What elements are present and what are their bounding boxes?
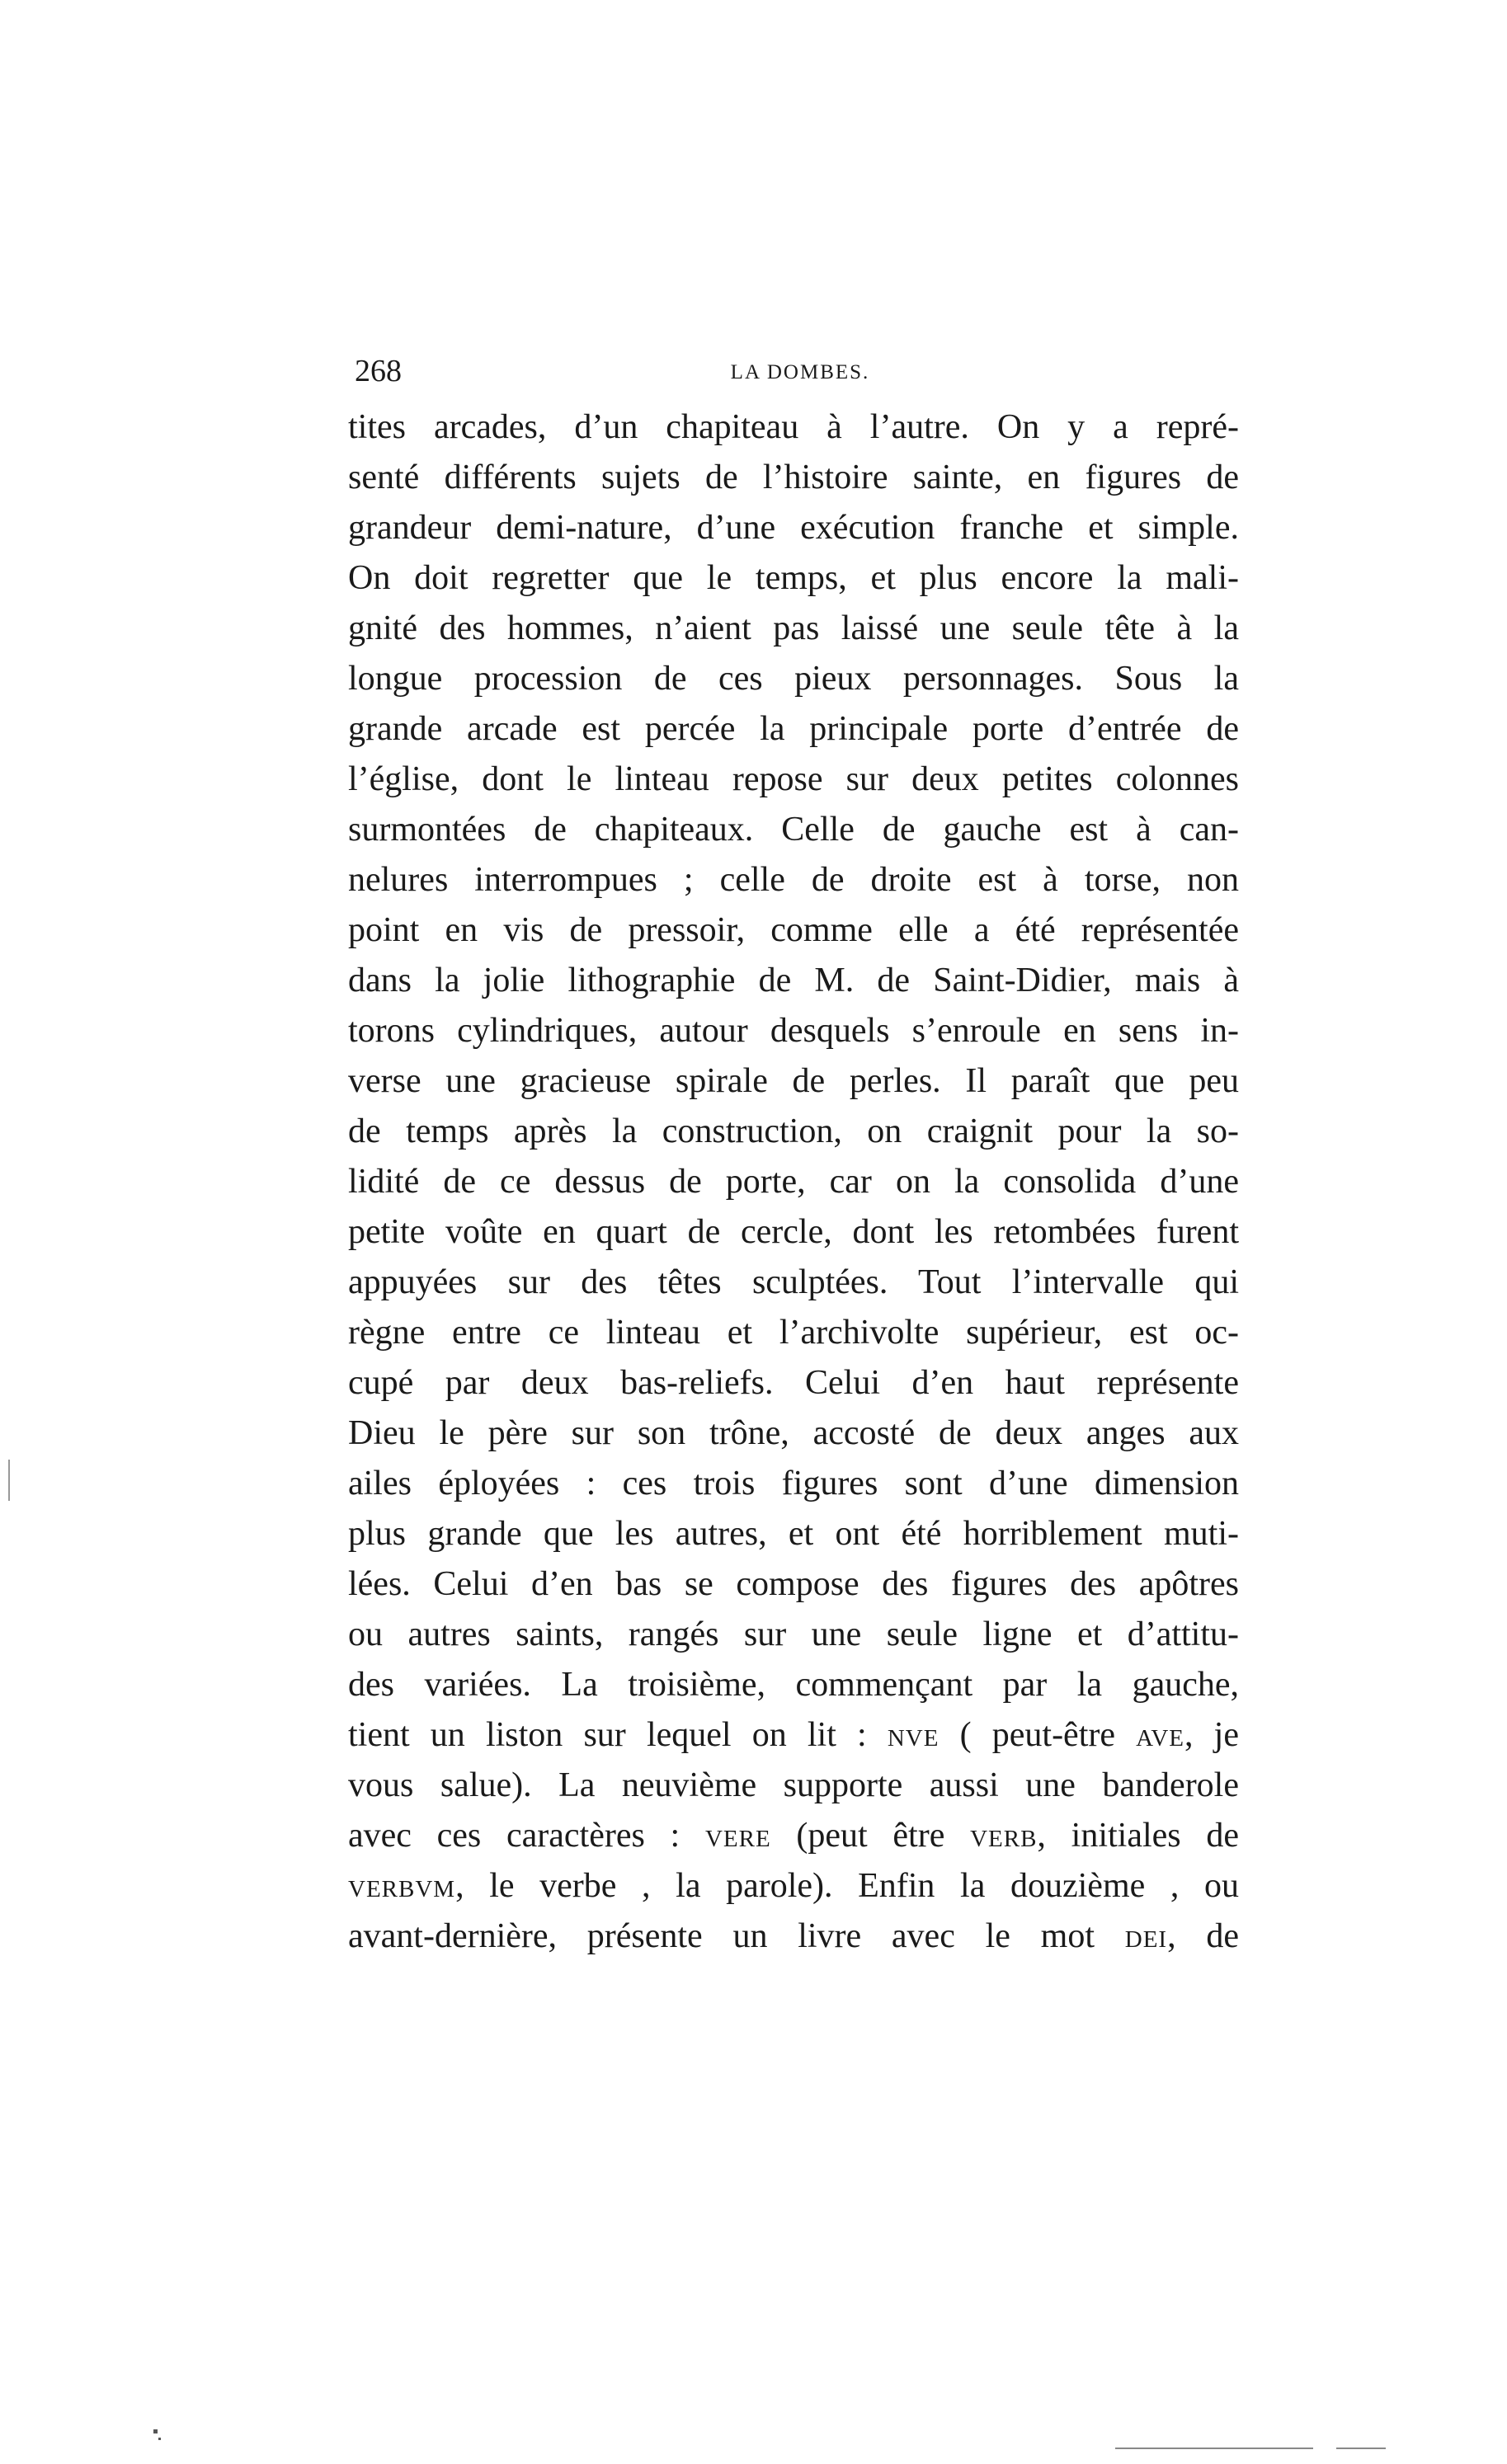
page-number: 268: [355, 354, 402, 388]
text-line: vous salue). La neuvième supporte aussi une banderole: [348, 1766, 1239, 1804]
text-line: lées. Celui d’en bas se compose des figures des apôtres: [348, 1565, 1239, 1603]
running-title: LA DOMBES.: [730, 361, 870, 383]
text-line: grande arcade est percée la principale porte d’entrée de: [348, 710, 1239, 748]
text-fragment: , le verbe , la parole). Enfin la douzième , ou: [455, 1867, 1239, 1905]
text-line: l’église, dont le linteau repose sur deux petites colonnes: [348, 760, 1239, 798]
inscription-vere: vere: [704, 1817, 771, 1855]
text-fragment: (peut être: [770, 1817, 971, 1855]
text-line: appuyées sur des têtes sculptées. Tout l’intervalle qui: [348, 1263, 1239, 1301]
scan-rule: [1336, 2448, 1386, 2449]
scan-speck: [158, 2438, 161, 2440]
text-line: lidité de ce dessus de porte, car on la consolida d’une: [348, 1163, 1239, 1201]
text-fragment: , initiales de: [1037, 1817, 1239, 1855]
text-line: cupé par deux bas-reliefs. Celui d’en haut représente: [348, 1364, 1239, 1402]
scan-speck: [153, 2429, 158, 2433]
text-line: [348, 1861, 1239, 1911]
text-line: grandeur demi-nature, d’une exécution franche et simple.: [348, 509, 1239, 547]
text-line: règne entre ce linteau et l’archivolte supérieur, est oc-: [348, 1314, 1239, 1352]
scan-rule: [1115, 2448, 1313, 2449]
running-head: [355, 351, 1246, 391]
text-line: longue procession de ces pieux personnages. Sous la: [348, 660, 1239, 698]
text-line: verse une gracieuse spirale de perles. Il paraît que peu: [348, 1062, 1239, 1100]
text-line: ailes éployées : ces trois figures sont d’une dimension: [348, 1465, 1239, 1502]
text-line: point en vis de pressoir, comme elle a été représentée: [348, 911, 1239, 949]
text-line: Dieu le père sur son trône, accosté de deux anges aux: [348, 1414, 1239, 1452]
body-text: [348, 402, 1239, 1962]
text-fragment: ( peut-être: [939, 1716, 1137, 1754]
text-line: tites arcades, d’un chapiteau à l’autre. On y a repré-: [348, 408, 1239, 446]
scan-edge: [8, 1460, 10, 1501]
inscription-nve: nve: [887, 1716, 940, 1754]
text-fragment: , de: [1167, 1917, 1239, 1955]
inscription-verb: verb: [970, 1817, 1038, 1855]
text-line: [348, 1911, 1239, 1962]
text-line: des variées. La troisième, commençant par la gauche,: [348, 1666, 1239, 1704]
text-line: senté différents sujets de l’histoire sainte, en figures de: [348, 458, 1239, 496]
text-line: dans la jolie lithographie de M. de Saint-Didier, mais à: [348, 962, 1239, 999]
text-fragment: , je: [1184, 1716, 1239, 1754]
text-line: gnité des hommes, n’aient pas laissé une seule tête à la: [348, 609, 1239, 647]
inscription-verbvm: verbvm: [348, 1867, 456, 1905]
text-line: torons cylindriques, autour desquels s’enroule en sens in-: [348, 1012, 1239, 1050]
text-fragment: tient un liston sur lequel on lit :: [348, 1716, 888, 1754]
inscription-ave: ave: [1136, 1716, 1185, 1754]
text-line: plus grande que les autres, et ont été horriblement muti-: [348, 1515, 1239, 1553]
inscription-dei: dei: [1124, 1917, 1168, 1955]
text-line: ou autres saints, rangés sur une seule ligne et d’attitu-: [348, 1615, 1239, 1653]
text-line: On doit regretter que le temps, et plus encore la mali-: [348, 559, 1239, 597]
text-fragment: avec ces caractères :: [348, 1817, 705, 1855]
text-line: petite voûte en quart de cercle, dont les retombées furent: [348, 1213, 1239, 1251]
text-line: surmontées de chapiteaux. Celle de gauche est à can-: [348, 811, 1239, 849]
text-line: [348, 1811, 1239, 1861]
text-fragment: avant-dernière, présente un livre avec le mot: [348, 1917, 1125, 1955]
text-line: de temps après la construction, on craignit pour la so-: [348, 1112, 1239, 1150]
text-line: nelures interrompues ; celle de droite est à torse, non: [348, 861, 1239, 899]
text-line: [348, 1710, 1239, 1761]
